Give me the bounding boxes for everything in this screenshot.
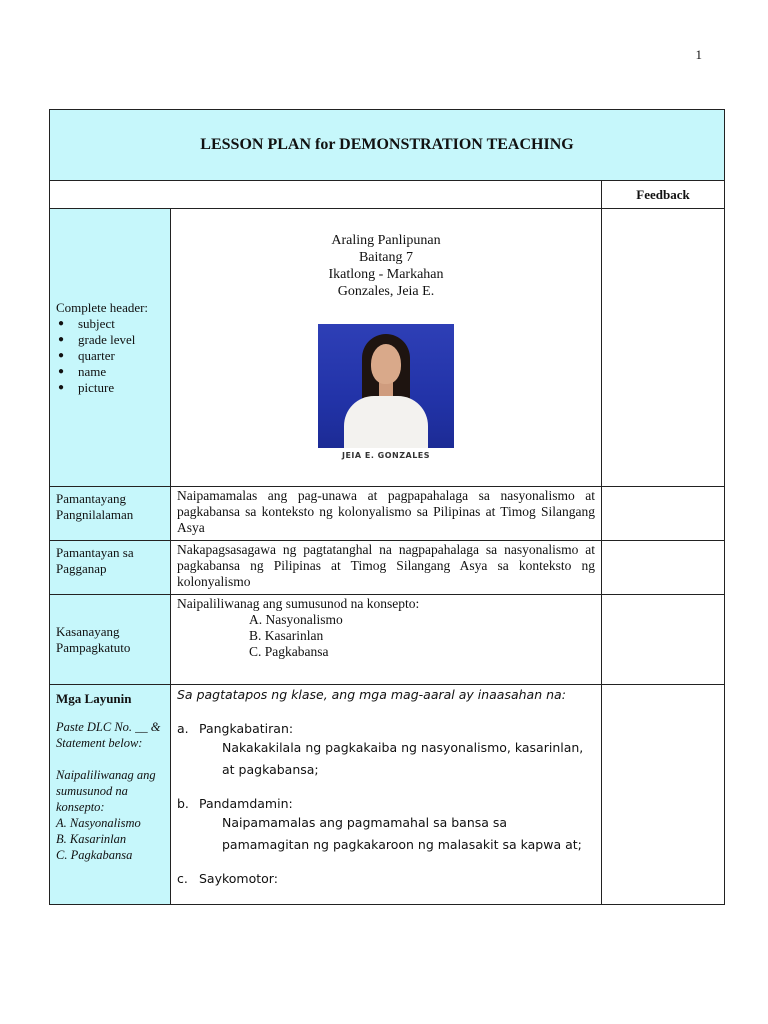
- content-standard-row: [50, 487, 725, 541]
- competency-intro: Naipaliliwanag ang sumusunod na konsepto:: [177, 596, 420, 611]
- header-info-cell: [171, 209, 602, 487]
- dlc-statement: Naipaliliwanag ang sumusunod na konsepto:: [56, 768, 156, 814]
- feedback-cell: [602, 541, 725, 595]
- feedback-cell: [602, 487, 725, 541]
- subject-text: Araling Panlipunan: [331, 233, 441, 248]
- content-standard-label: Pamantayang Pangnilalaman: [50, 487, 171, 541]
- competency-list: [177, 612, 595, 660]
- dlc-item: B. Kasarinlan: [56, 832, 127, 846]
- title-row: [50, 110, 725, 181]
- objective-letter: a.: [177, 721, 189, 736]
- dlc-item: A. Nasyonalismo: [56, 816, 141, 830]
- objective-title: Pandamdamin:: [199, 796, 293, 811]
- teacher-photo: [318, 324, 454, 448]
- objectives-intro: Sa pagtatapos ng klase, ang mga mag-aaral ay inaasahan na:: [177, 687, 566, 702]
- page-number: 1: [695, 47, 702, 62]
- criteria-item: ● subject: [78, 316, 164, 332]
- objective-detail: Nakakakilala ng pagkakaiba ng nasyonalismo, kasarinlan, at pagkabansa;: [222, 740, 584, 777]
- competency-item: A. Nasyonalismo: [249, 612, 343, 627]
- performance-standard-row: [50, 541, 725, 595]
- teacher-name: Gonzales, Jeia E.: [337, 284, 435, 299]
- objective-detail: Naipamamalas ang pagmamahal sa bansa sa pamamagitan ng pagkakaroon ng malasakit sa kapwa at;: [222, 815, 582, 852]
- competency-label: Kasanayang Pampagkatuto: [50, 595, 171, 685]
- dlc-note: Paste DLC No. __ & Statement below:: [56, 720, 161, 750]
- objective-item: [177, 720, 595, 737]
- performance-standard-label: Pamantayan sa Pagganap: [50, 541, 171, 595]
- header-info: [171, 209, 601, 300]
- competency-row: [50, 595, 725, 685]
- feedback-cell: [602, 595, 725, 685]
- performance-standard-text: Nakapagsasagawa ng pagtatanghal na nagpapahalaga sa nasyonalismo at pagkabansa ng Pilipinas at Timog Silangang Asya sa konteksto ng kolonyalismo: [171, 541, 602, 595]
- objective-letter: c.: [177, 871, 188, 886]
- competency-item: B. Kasarinlan: [249, 628, 324, 643]
- feedback-cell: [602, 209, 725, 487]
- title-cell: [50, 110, 725, 181]
- photo-caption: JEIA E. GONZALES: [318, 448, 454, 464]
- objective-title: Saykomotor:: [199, 871, 278, 886]
- criteria-item: ● name: [78, 364, 164, 380]
- objectives-label: Mga Layunin: [56, 691, 132, 706]
- criteria-item: ● picture: [78, 380, 164, 396]
- feedback-header-row: [50, 181, 725, 209]
- objective-title: Pangkabatiran:: [199, 721, 294, 736]
- objectives-label-cell: [50, 685, 171, 905]
- criteria-item: ● grade level: [78, 332, 164, 348]
- blank-header-cell: [50, 181, 602, 209]
- header-criteria-cell: [50, 209, 171, 487]
- objective-item: [177, 870, 595, 887]
- competency-item: C. Pagkabansa: [249, 644, 329, 659]
- content-standard-text: Naipamamalas ang pag-unawa at pagpapahalaga sa nasyonalismo at pagkabansa sa konteksto ng kolonyalismo sa Pilipinas at Timog Silangang Asya: [171, 487, 602, 541]
- header-row: [50, 209, 725, 487]
- feedback-cell: [602, 685, 725, 905]
- feedback-header: Feedback: [602, 181, 725, 209]
- objective-item: [177, 795, 595, 812]
- criteria-item: ● quarter: [78, 348, 164, 364]
- document-title: LESSON PLAN for DEMONSTRATION TEACHING: [200, 136, 574, 153]
- quarter-text: Ikatlong - Markahan: [328, 267, 444, 282]
- header-criteria-list: [56, 316, 164, 396]
- competency-cell: [171, 595, 602, 685]
- dlc-item: C. Pagkabansa: [56, 848, 133, 862]
- lesson-plan-table: [49, 109, 725, 905]
- objective-letter: b.: [177, 796, 189, 811]
- objectives-cell: [171, 685, 602, 905]
- header-criteria-label: Complete header:: [56, 299, 149, 315]
- objectives-row: [50, 685, 725, 905]
- grade-text: Baitang 7: [358, 250, 414, 265]
